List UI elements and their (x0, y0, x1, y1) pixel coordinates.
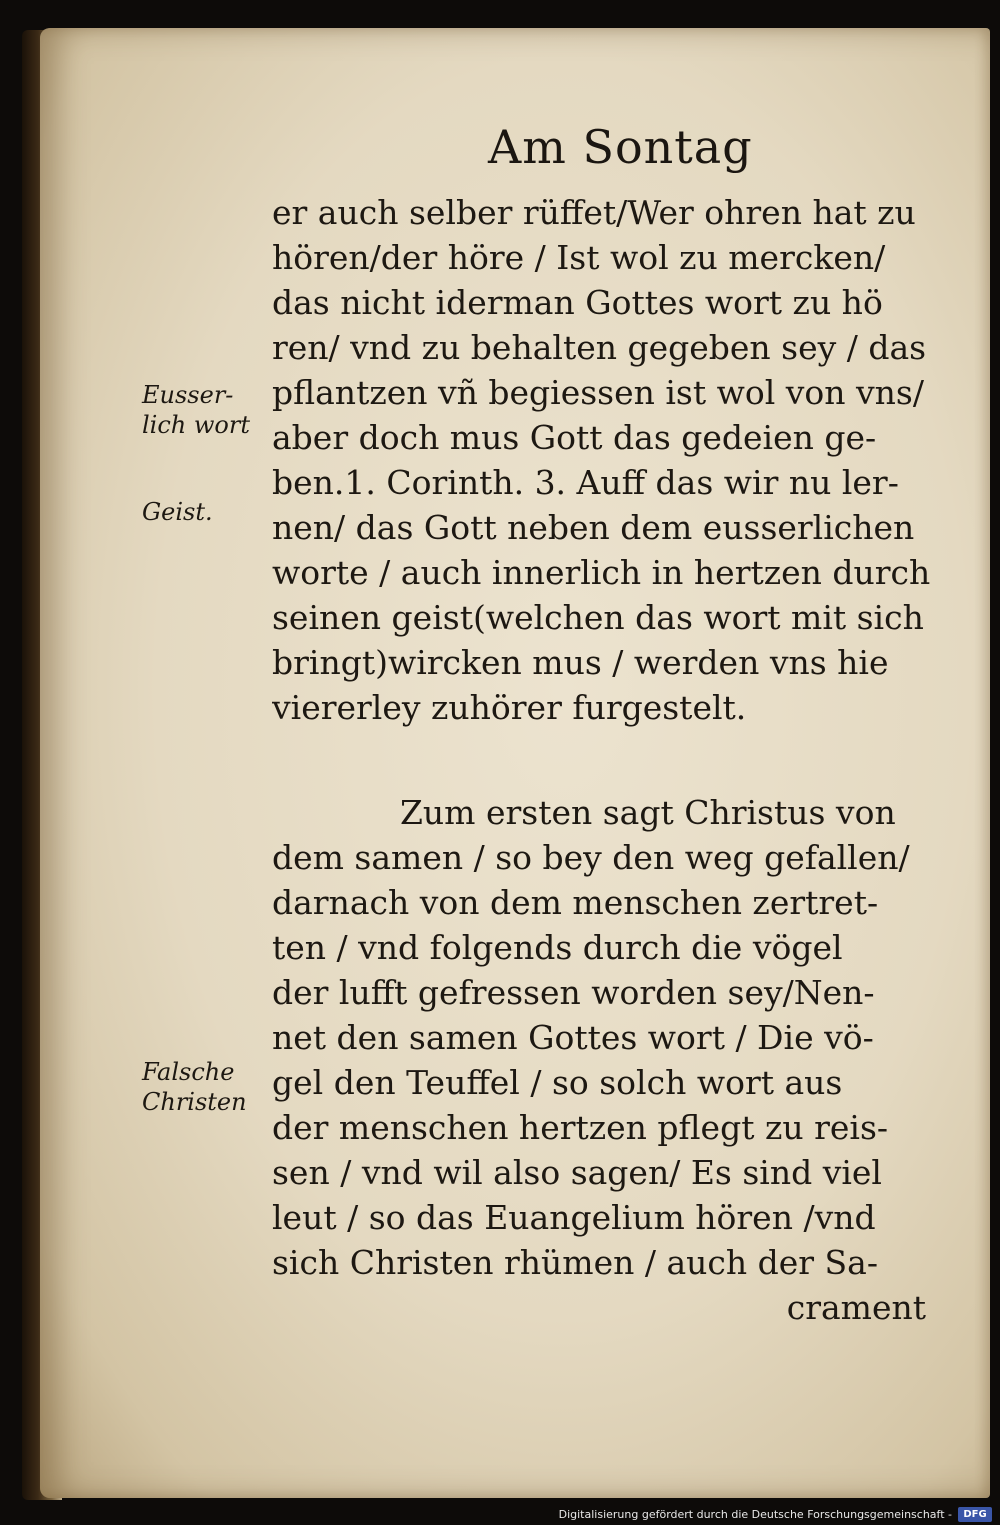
page-heading: Am Sontag (488, 120, 753, 174)
text-line: viererley zuhörer furgestelt. (272, 688, 747, 727)
text-line: sich Christen rhümen / auch der Sa- (272, 1243, 878, 1282)
text-line: net den samen Gottes wort / Die vö- (272, 1018, 874, 1057)
margin-note-line: Falsche (142, 1058, 235, 1086)
text-line: bringt)wircken mus / werden vns hie (272, 643, 889, 682)
text-line: ben.1. Corinth. 3. Auff das wir nu ler- (272, 463, 899, 502)
text-line: er auch selber rüffet/Wer ohren hat zu (272, 193, 916, 232)
text-line: hören/der höre / Ist wol zu mercken/ (272, 238, 886, 277)
page-body-text (272, 190, 952, 1330)
catchword: crament (786, 1288, 926, 1327)
text-line: aber doch mus Gott das gedeien ge- (272, 418, 877, 457)
margin-note-line: Christen (142, 1088, 247, 1116)
margin-note-line: lich wort (142, 411, 250, 439)
text-line: Zum ersten sagt Christus von (400, 793, 896, 832)
margin-note-falsche-christen (142, 1057, 266, 1117)
margin-note-eusserlich-wort (142, 380, 266, 440)
text-line: dem samen / so bey den weg gefallen/ (272, 838, 910, 877)
text-line: seinen geist(welchen das wort mit sich (272, 598, 924, 637)
text-line: darnach von dem menschen zertret- (272, 883, 879, 922)
footer-credit: Digitalisierung gefördert durch die Deutsche Forschungsgemeinschaft - (558, 1508, 952, 1521)
paragraph-gap (272, 730, 952, 790)
text-line: ten / vnd folgends durch die vögel (272, 928, 843, 967)
text-line: nen/ das Gott neben dem eusserlichen (272, 508, 915, 547)
text-line: sen / vnd wil also sagen/ Es sind viel (272, 1153, 882, 1192)
dfg-logo: DFG (958, 1507, 992, 1522)
text-line: leut / so das Euangelium hören /vnd (272, 1198, 876, 1237)
margin-note-geist (142, 497, 266, 527)
text-line: der lufft gefressen worden sey/Nen- (272, 973, 875, 1012)
text-line: pflantzen vñ begiessen ist wol von vns/ (272, 373, 924, 412)
margin-note-line: Eusser- (142, 381, 234, 409)
text-line: gel den Teuffel / so solch wort aus (272, 1063, 843, 1102)
text-line: ren/ vnd zu behalten gegeben sey / das (272, 328, 927, 367)
margin-note-line: Geist. (142, 498, 213, 526)
text-line: der menschen hertzen pflegt zu reis- (272, 1108, 889, 1147)
text-line: das nicht iderman Gottes wort zu hö (272, 283, 883, 322)
text-line: worte / auch innerlich in hertzen durch (272, 553, 931, 592)
